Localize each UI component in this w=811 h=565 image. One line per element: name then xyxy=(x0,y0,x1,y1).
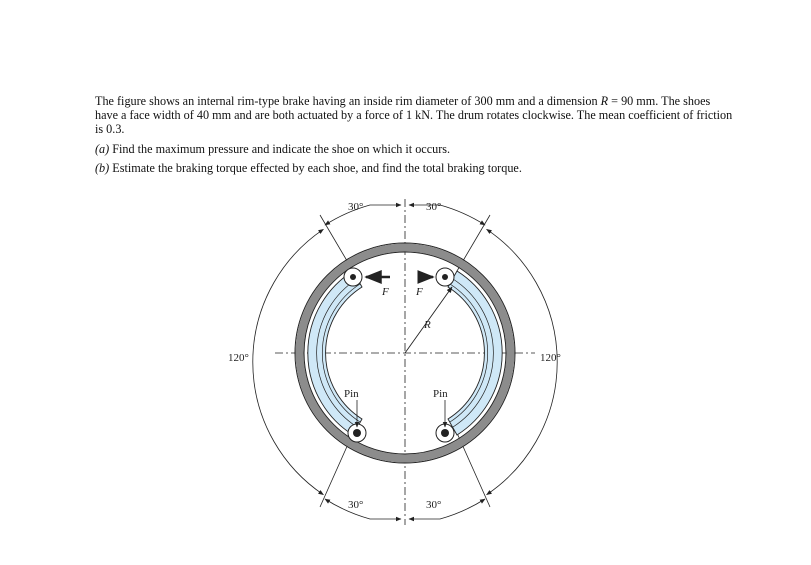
pin-left-label: Pin xyxy=(344,388,359,400)
angle-top-left: 30° xyxy=(348,201,364,213)
part-a: (a) Find the maximum pressure and indicate the shoe on which it occurs. xyxy=(95,141,451,156)
part-b: (b) Estimate the braking torque effected by each shoe, and find the total braking torque. xyxy=(95,160,522,175)
actuator-right xyxy=(436,268,454,286)
force-label-left: F xyxy=(382,286,389,298)
arc-top-right xyxy=(409,205,485,225)
problem-intro: The figure shows an internal rim-type brake having an inside rim diameter of 300 mm and a dimension R = 90 mm. The shoes have a face width of 40 mm and are both actuated by a force of 1 kN. The drum rotates clockwise. The mean coefficient of friction is 0.3. xyxy=(95,94,733,137)
actuator-left xyxy=(344,268,362,286)
angle-bottom-right: 30° xyxy=(426,499,442,511)
problem-statement xyxy=(95,94,735,180)
force-label-right: F xyxy=(416,286,423,298)
radius-label: R xyxy=(424,319,431,331)
angle-right: 120° xyxy=(540,352,561,364)
arc-bottom-right xyxy=(409,499,485,519)
pin-right-label: Pin xyxy=(433,388,448,400)
brake-diagram xyxy=(220,195,590,525)
angle-top-right: 30° xyxy=(426,201,442,213)
angle-bottom-left: 30° xyxy=(348,499,364,511)
angle-left: 120° xyxy=(228,352,249,364)
